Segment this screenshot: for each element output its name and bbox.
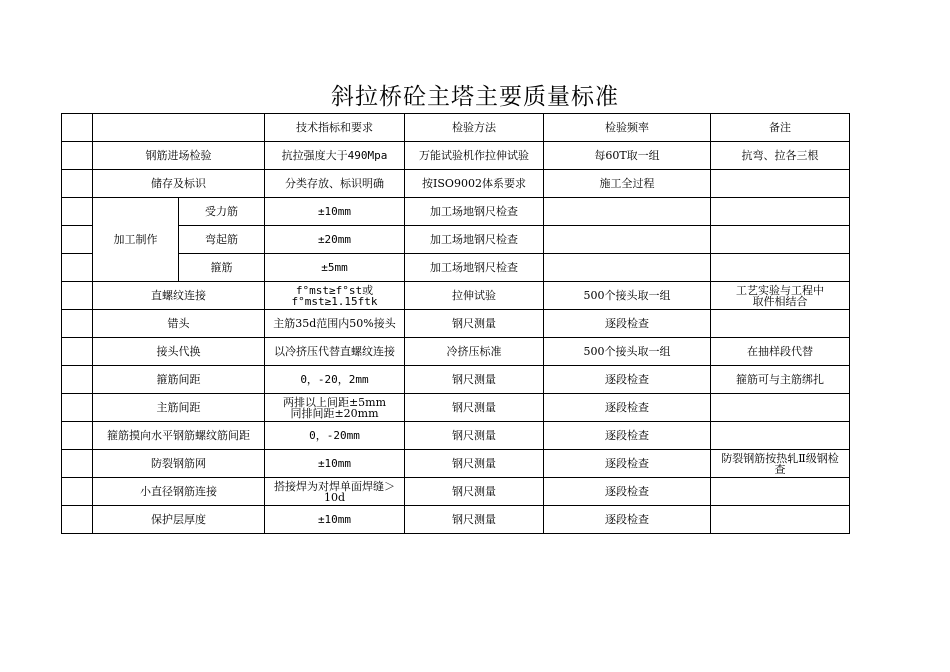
remark-cell (711, 394, 850, 422)
table-header-row (62, 114, 850, 142)
header-remark: 备注 (711, 114, 850, 142)
indicator-cell: ±20mm (265, 226, 405, 254)
item-cell: 直螺纹连接 (93, 282, 265, 310)
method-cell: 钢尺测量 (405, 422, 544, 450)
index-cell (62, 394, 93, 422)
indicator-cell: ±10mm (265, 450, 405, 478)
index-cell (62, 226, 93, 254)
table-row (62, 198, 850, 226)
indicator-cell: 0，-20，2mm (265, 366, 405, 394)
index-cell (62, 506, 93, 534)
method-cell: 钢尺测量 (405, 310, 544, 338)
sub-item-cell: 受力筋 (179, 198, 265, 226)
item-cell: 钢筋进场检验 (93, 142, 265, 170)
table-row (62, 506, 850, 534)
indicator-cell: ±5mm (265, 254, 405, 282)
frequency-cell: 逐段检查 (544, 478, 711, 506)
index-cell (62, 142, 93, 170)
remark-cell (711, 226, 850, 254)
header-frequency: 检验频率 (544, 114, 711, 142)
remark-cell (711, 310, 850, 338)
remark-cell: 在抽样段代替 (711, 338, 850, 366)
table-row (62, 142, 850, 170)
table-row (62, 226, 850, 254)
indicator-cell: f°mst≥f°st或 f°mst≥1.15ftk (265, 282, 405, 310)
remark-cell (711, 478, 850, 506)
index-cell (62, 310, 93, 338)
item-cell: 小直径钢筋连接 (93, 478, 265, 506)
item-cell: 储存及标识 (93, 170, 265, 198)
index-cell (62, 254, 93, 282)
method-cell: 钢尺测量 (405, 366, 544, 394)
frequency-cell (544, 254, 711, 282)
remark-cell (711, 254, 850, 282)
method-cell: 加工场地钢尺检查 (405, 226, 544, 254)
method-cell: 拉伸试验 (405, 282, 544, 310)
method-cell: 加工场地钢尺检查 (405, 254, 544, 282)
remark-cell: 工艺实验与工程中 取件相结合 (711, 282, 850, 310)
indicator-cell: 以冷挤压代替直螺纹连接 (265, 338, 405, 366)
indicator-cell: 主筋35d范围内50%接头 (265, 310, 405, 338)
header-item-cell (93, 114, 265, 142)
method-cell: 万能试验机作拉伸试验 (405, 142, 544, 170)
table-row (62, 254, 850, 282)
index-cell (62, 478, 93, 506)
sub-item-cell: 弯起筋 (179, 226, 265, 254)
index-cell (62, 282, 93, 310)
item-cell: 接头代换 (93, 338, 265, 366)
quality-standard-table (61, 113, 850, 534)
remark-cell (711, 170, 850, 198)
item-cell: 主筋间距 (93, 394, 265, 422)
frequency-cell: 每60T取一组 (544, 142, 711, 170)
method-cell: 按ISO9002体系要求 (405, 170, 544, 198)
indicator-cell: 搭接焊为对焊单面焊缝＞ 10d (265, 478, 405, 506)
index-cell (62, 422, 93, 450)
item-cell: 防裂钢筋网 (93, 450, 265, 478)
item-cell: 错头 (93, 310, 265, 338)
method-cell: 钢尺测量 (405, 450, 544, 478)
table-row (62, 394, 850, 422)
header-indicator: 技术指标和要求 (265, 114, 405, 142)
frequency-cell (544, 198, 711, 226)
indicator-cell: ±10mm (265, 506, 405, 534)
header-index-cell (62, 114, 93, 142)
indicator-cell: 分类存放、标识明确 (265, 170, 405, 198)
frequency-cell: 施工全过程 (544, 170, 711, 198)
document-title: 斜拉桥砼主塔主要质量标准 (331, 84, 619, 110)
method-cell: 冷挤压标准 (405, 338, 544, 366)
remark-cell: 防裂钢筋按热轧Ⅱ级钢检 查 (711, 450, 850, 478)
table-row (62, 310, 850, 338)
method-cell: 钢尺测量 (405, 478, 544, 506)
frequency-cell: 500个接头取一组 (544, 282, 711, 310)
index-cell (62, 366, 93, 394)
remark-cell: 抗弯、拉各三根 (711, 142, 850, 170)
table-row (62, 366, 850, 394)
index-cell (62, 338, 93, 366)
item-cell: 保护层厚度 (93, 506, 265, 534)
remark-cell (711, 198, 850, 226)
table-row (62, 450, 850, 478)
frequency-cell: 逐段检查 (544, 422, 711, 450)
remark-cell: 箍筋可与主筋绑扎 (711, 366, 850, 394)
remark-cell (711, 422, 850, 450)
group-cell-processing: 加工制作 (93, 198, 179, 282)
table-row (62, 338, 850, 366)
indicator-cell: 两排以上间距±5mm 同排间距±20mm (265, 394, 405, 422)
frequency-cell: 逐段检查 (544, 506, 711, 534)
method-cell: 钢尺测量 (405, 506, 544, 534)
indicator-cell: 0，-20mm (265, 422, 405, 450)
table-row (62, 282, 850, 310)
method-cell: 钢尺测量 (405, 394, 544, 422)
index-cell (62, 198, 93, 226)
method-cell: 加工场地钢尺检查 (405, 198, 544, 226)
frequency-cell: 500个接头取一组 (544, 338, 711, 366)
table-row (62, 478, 850, 506)
frequency-cell: 逐段检查 (544, 394, 711, 422)
sub-item-cell: 箍筋 (179, 254, 265, 282)
frequency-cell: 逐段检查 (544, 366, 711, 394)
indicator-cell: ±10mm (265, 198, 405, 226)
index-cell (62, 450, 93, 478)
item-cell: 箍筋摸向水平钢筋螺纹筋间距 (93, 422, 265, 450)
indicator-cell: 抗拉强度大于490Mpa (265, 142, 405, 170)
header-method: 检验方法 (405, 114, 544, 142)
frequency-cell: 逐段检查 (544, 450, 711, 478)
frequency-cell: 逐段检查 (544, 310, 711, 338)
item-cell: 箍筋间距 (93, 366, 265, 394)
table-row (62, 170, 850, 198)
table-row (62, 422, 850, 450)
index-cell (62, 170, 93, 198)
frequency-cell (544, 226, 711, 254)
remark-cell (711, 506, 850, 534)
